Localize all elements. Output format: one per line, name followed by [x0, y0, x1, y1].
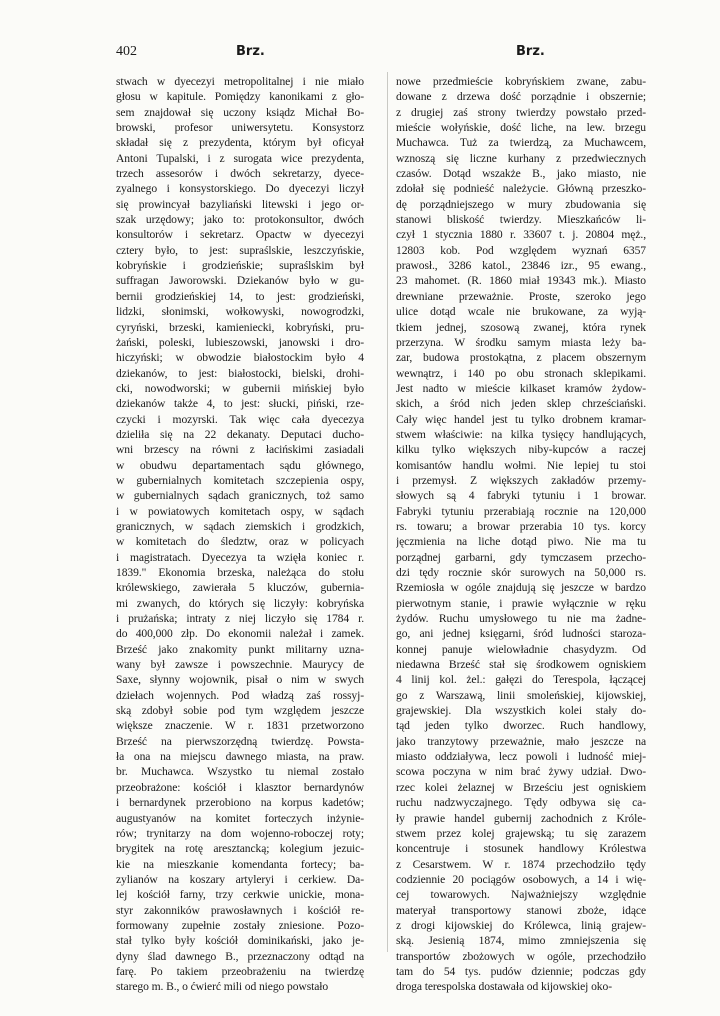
text-line: farę. Po takiem przeobrażeniu na twierdzę: [116, 964, 364, 978]
text-line: cztery było, to jest: supraślskie, leszczyńskie,: [116, 243, 364, 257]
text-line: stanowi bliskość twierdzy. Mieszkańców li-: [396, 213, 646, 227]
text-line: królewskiego, zawierała 5 kluczów, gubernia-: [116, 581, 364, 595]
text-line: drewniane przeważnie. Proste, szeroko jego: [396, 289, 646, 303]
text-line: i magistratach. Dyecezya ta wzięła koniec r.: [116, 550, 364, 564]
text-line: się prowincyał bazyliański litewski i jego or-: [116, 197, 364, 211]
text-line: przeobrażone: kościół i klasztor bernardynów: [116, 780, 364, 794]
running-head-right: Brz.: [516, 44, 545, 59]
text-line: nowe przedmieście kobryńskiem zwane, zabu-: [396, 75, 646, 88]
text-line: Jest nadto w mieście kilkaset kramów żydow-: [396, 381, 646, 395]
text-line: i przemysł. Z większych zakładów przemy-: [396, 473, 646, 487]
page-number: 402: [116, 44, 137, 59]
running-head-left: Brz.: [236, 44, 265, 59]
text-line: stwem przez kolej grajewską; tu się zarazem: [396, 826, 646, 840]
text-line: tkiem jednej, szosową zwanej, która rynek: [396, 320, 646, 334]
text-line: i prużańska; intraty z niej liczyło się 1784 r.: [116, 612, 364, 626]
text-line: ulice dotąd wcale nie brukowane, za wyją-: [396, 305, 646, 319]
text-line: granicznych, w sądach ziemskich i grodzkich,: [116, 519, 364, 533]
text-line: 23 mahomet. (R. 1860 miał 19343 mk.). Miasto: [396, 274, 646, 288]
text-line: skich, a śród nich jeden sklep chrześciański.: [396, 397, 646, 411]
text-line: brygitek na rotę aresztancką; kolegium jezuic-: [116, 842, 364, 856]
text-line: żański, poleski, lubieszowski, janowski i dro-: [116, 335, 364, 349]
text-line: stwem właściwie: na kilka tysięcy handlujących,: [396, 427, 646, 441]
text-line: przerzyna. W środku samym miasta leży ba-: [396, 335, 646, 349]
text-line: jako tranzytowy przeważnie, mało jeszcze na: [396, 734, 646, 748]
text-line: trzech assesorów i dwóch sekretarzy, dyece-: [116, 167, 364, 181]
text-line: prawosł., 3286 katol., 23846 izr., 95 ewang.,: [396, 259, 646, 273]
text-line: miasto oddziaływa, lecz powoli i ludność miej-: [396, 750, 646, 764]
text-line: 12803 kob. Pod względem wyznań 6357: [396, 243, 646, 257]
text-line: wewnątrz, i 140 po obu stronach sklepikami.: [396, 366, 646, 380]
text-line: konsultorów i sekretarz. Opactw w dyecezyi: [116, 228, 364, 242]
text-line: hiczyński; w obwodzie białostockim było 4: [116, 351, 364, 365]
text-line: zylianów na koszary artyleryi i cerkiew. Da-: [116, 872, 364, 886]
text-line: go, ani jednej księgarni, śród ludności staroza-: [396, 627, 646, 641]
text-line: żydów. Ruchu umysłowego tu nie ma żadne-: [396, 612, 646, 626]
left-column: [116, 74, 364, 995]
text-line: Muchawca. Tuż za twierdzą, za Muchawcem,: [396, 136, 646, 150]
text-line: wni brzescy na równi z łacińskimi zasiadali: [116, 443, 364, 457]
text-line: 4 linij kol. żel.: gałęzi do Terespola, łączącej: [396, 673, 646, 687]
text-line: jęczmienia na liche dotąd piwo. Nie ma tu: [396, 535, 646, 549]
text-line: mi zwanych, do których się liczyły: kobryńska: [116, 596, 364, 610]
text-line: pierwotnym stanie, i prawie wyłącznie w ręku: [396, 596, 646, 610]
text-line: koncentruje i stosunek handlowy Królestwa: [396, 842, 646, 856]
text-line: i w powiatowych komitetach ospy, w sądach: [116, 504, 364, 518]
text-line: browski, profesor uniwersytetu. Konsystorz: [116, 121, 364, 135]
text-line: konnej panuje wielowładnie chasydyzm. Od: [396, 642, 646, 656]
text-line: czycki i mozyrski. Tak więc cała dyecezya: [116, 412, 364, 426]
text-line: lej kościół farny, trzy cerkwie unickie, mona-: [116, 888, 364, 902]
text-line: szak urzędowy; jako to: protokonsultor, dwóch: [116, 213, 364, 227]
page-header: [108, 44, 648, 64]
text-line: formowany zupełnie zostały zniesione. Pozo-: [116, 918, 364, 932]
text-line: transportów zbożowych w ogóle, przechodziło: [396, 949, 646, 963]
text-line: wany był zawsze i powszechnie. Maurycy de: [116, 658, 364, 672]
column-divider: [387, 72, 388, 952]
text-line: stwach w dyecezyi metropolitalnej i nie miało: [116, 75, 364, 88]
text-line: cyryński, brzeski, kamieniecki, kobryński, pru-: [116, 320, 364, 334]
text-line: Saxe, słynny wojownik, pisał o nim w swych: [116, 673, 364, 687]
text-line: i bernardynek przerobiono na korpus kadetów;: [116, 796, 364, 810]
text-line: rzec kolei żelaznej w Brześciu jest ogniskiem: [396, 780, 646, 794]
text-line: kobryńskie i grodzieńskie; supraślskim był: [116, 259, 364, 273]
text-line: dziełach wojennych. Pod władzą zaś rossyj-: [116, 688, 364, 702]
text-line: dę porządniejszego w mury zbudowania się: [396, 197, 646, 211]
text-line: w komitetach do śledztw, oraz w policyach: [116, 535, 364, 549]
text-line: tąd jeden tylko dworzec. Ruch handlowy,: [396, 719, 646, 733]
text-line: w obudwu departamentach sądu głównego,: [116, 458, 364, 472]
text-line: suffragan Jaworowski. Dziekanów było w gu-: [116, 274, 364, 288]
text-line: dzieliła się na 22 dekanaty. Deputaci ducho-: [116, 427, 364, 441]
text-line: scowa poczyna w nim brać żywy udział. Dwo-: [396, 765, 646, 779]
text-line: zyalnego i konsystorskiego. Do dyecezyi liczył: [116, 182, 364, 196]
text-line: w gubernialnych komitetach szczepienia ospy,: [116, 473, 364, 487]
text-line: mieście wołyńskie, dość liche, na lew. brzegu: [396, 121, 646, 135]
text-line: kilku tylko większych niby-kupców a raczej: [396, 443, 646, 457]
text-line: dziekanów, to jest: białostocki, bielski, drohi-: [116, 366, 364, 380]
text-line: głosu w kapitule. Pomiędzy kanonikami z gło-: [116, 90, 364, 104]
text-line: zar, budowa prostokątna, z placem obszernym: [396, 351, 646, 365]
text-line: wznoszą się liczne kurhany z przedwiecznych: [396, 151, 646, 165]
text-line: augustyanów na komitet forteczych inżynie-: [116, 811, 364, 825]
text-line: ruchu nadzwyczajnego. Tędy odbywa się ca-: [396, 796, 646, 810]
text-line: rs. towaru; a browar przerabia 10 tys. korcy: [396, 519, 646, 533]
text-line: 1839." Ekonomia brzeska, należąca do stołu: [116, 566, 364, 579]
text-line: cej towarowych. Najważniejszy względnie: [396, 888, 646, 902]
text-line: dyny ślad dawnego B., przeznaczony odtąd na: [116, 949, 364, 963]
text-line: z drogi kijowskiej do Królewca, linią grajew-: [396, 918, 646, 932]
text-line: większe znaczenie. W r. 1831 przetworzono: [116, 719, 364, 733]
text-line: niedawna Brześć stał się środkowem ogniskiem: [396, 658, 646, 672]
text-line: dziekanów także 4, to jest: słucki, piński, rze-: [116, 397, 364, 411]
text-line: sem znajdował się uczony ksiądz Michał Bo-: [116, 105, 364, 119]
text-line: dzi tędy rocznie skór surowych na 50,000 rs.: [396, 566, 646, 579]
text-line: z drugiej zaś strony twierdzy powstało przed-: [396, 105, 646, 119]
text-line: z Cesarstwem. W r. 1874 przechodziło tędy: [396, 857, 646, 871]
text-line: Brześć jako znakomity punkt militarny uzna-: [116, 642, 364, 656]
text-line: w gubernialnych sądach granicznych, toż samo: [116, 489, 364, 503]
text-line: Fabryki tytuniu przerabiają rocznie na 120,000: [396, 504, 646, 518]
text-line: lidzki, słonimski, wołkowyski, nowogrodzki,: [116, 305, 364, 319]
text-line: bernii grodzieńskiej 14, to jest: grodzieński,: [116, 289, 364, 303]
text-line: ską zdobył sobie pod tym względem jeszcze: [116, 704, 364, 718]
text-line: komisantów handlu wołmi. Nie lepiej tu stoi: [396, 458, 646, 472]
text-line: słowych są 4 fabryki tytuniu i 1 browar.: [396, 489, 646, 503]
text-line: droga terespolska dostawała od kijowskiej oko-: [396, 980, 612, 994]
text-line: styr zakonników prawosławnych i kościół re-: [116, 903, 364, 917]
text-line: rów; trynitarzy na dom wojenno-roboczej roty;: [116, 826, 364, 840]
text-line: dowane z drzewa dość porządnie i obszernie;: [396, 90, 646, 104]
text-line: stał tylko były kościół dominikański, jako je-: [116, 934, 364, 948]
text-line: ły prawie handel gubernij zachodnich z Króle-: [396, 811, 646, 825]
text-line: br. Muchawca. Wszystko tu niemal zostało: [116, 765, 364, 779]
text-line: czył 1 stycznia 1880 r. 33607 t. j. 20804 męż.,: [396, 228, 646, 242]
text-line: zdołał się podnieść należycie. Główną przeszko-: [396, 182, 646, 196]
text-line: Rzemiosła w ogóle znajdują się jeszcze w bardzo: [396, 581, 646, 595]
text-line: codziennie 20 pociągów osobowych, a 14 i wię-: [396, 872, 646, 886]
text-line: składał się z prezydenta, którym był oficyał: [116, 136, 364, 150]
text-line: Brześć na pierwszorzędną twierdzę. Powsta-: [116, 734, 364, 748]
text-line: grajewskiej. Dla wszystkich kolei stały do-: [396, 704, 646, 718]
text-line: tam do 54 tys. pudów dziennie; podczas gdy: [396, 964, 646, 978]
text-line: Antoni Tupalski, i z surogata wice prezydenta,: [116, 151, 364, 165]
text-line: Cały więc handel jest tu tylko drobnem kramar-: [396, 412, 646, 426]
text-line: cki, nowodworski; w gubernii mińskiej było: [116, 381, 364, 395]
text-line: go z Warszawą, linii smoleńskiej, kijowskiej,: [396, 688, 646, 702]
text-line: starego m. B., o ćwierć mili od niego powstało: [116, 980, 329, 994]
text-line: ła ona na miejscu dawnego miasta, na praw.: [116, 750, 364, 764]
text-line: kie na mieszkanie komendanta fortecy; ba-: [116, 857, 364, 871]
text-line: porządnej garbarni, gdy tymczasem przecho-: [396, 550, 646, 564]
text-line: do 400,000 złp. Do ekonomii należał i zamek.: [116, 627, 364, 641]
text-line: czasów. Dotąd wszakże B., jako miasto, nie: [396, 167, 646, 181]
text-line: ską. Jesienią 1874, mimo zmniejszenia się: [396, 934, 646, 948]
right-column: [396, 74, 646, 995]
text-line: materyał transportowy stanowi zboże, idące: [396, 903, 646, 917]
